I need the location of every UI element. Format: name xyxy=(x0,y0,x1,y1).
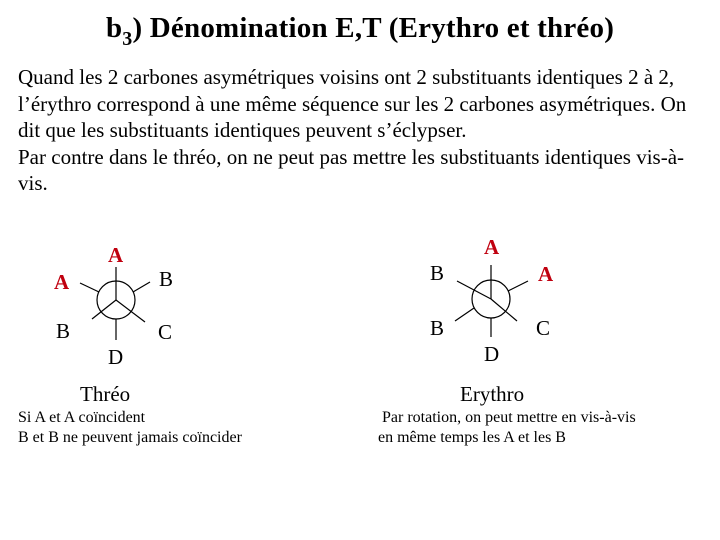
threo-label-back-bottom: D xyxy=(108,345,124,369)
erythro-label-back-bottom: D xyxy=(484,342,500,366)
newman-projection-threo xyxy=(40,235,210,370)
back-bond-upper-right xyxy=(133,282,150,292)
back-bond-upper-right xyxy=(508,281,528,291)
threo-label-back-upper-right: B xyxy=(159,267,174,291)
threo-label-front-lower-right: C xyxy=(158,320,173,344)
erythro-label-back-lower-left: B xyxy=(430,316,445,340)
caption-erythro: Erythro xyxy=(460,382,525,406)
note-erythro-line-1: Par rotation, on peut mettre en vis-à-vis xyxy=(382,409,636,426)
newman-threo-drawing xyxy=(40,235,210,370)
threo-label-front-top: A xyxy=(108,243,124,267)
front-bond-upper-left xyxy=(457,281,491,299)
front-bond-lower-left xyxy=(92,300,116,319)
paragraph-threo-definition: Par contre dans le thréo, on ne peut pas mettre les substituants identiques vis-à-vis. xyxy=(18,144,685,195)
erythro-label-front-upper-left: B xyxy=(430,261,445,285)
note-erythro-line-2: en même temps les A et les B xyxy=(378,429,566,446)
page-title xyxy=(0,12,720,50)
back-bond-lower-left xyxy=(455,308,474,321)
title-rest: ) Dénomination E,T (Erythro et thréo) xyxy=(132,12,615,44)
newman-projection-erythro xyxy=(420,235,570,370)
paragraph-erythro-definition: Quand les 2 carbones asymétriques voisins ont 2 substituants identiques 2 à 2, l’érythro correspond à une même séquence sur les 2 carbones asymétriques. On dit que les substituants identiques peuvent s’éclypser. xyxy=(18,65,687,142)
title-prefix: b xyxy=(105,12,123,44)
erythro-label-front-top: A xyxy=(484,235,500,259)
note-threo xyxy=(18,408,242,448)
explanation-text xyxy=(18,64,708,197)
threo-label-front-lower-left: B xyxy=(56,319,71,343)
caption-threo: Thréo xyxy=(80,382,131,406)
erythro-label-front-lower-right: C xyxy=(536,316,551,340)
note-threo-line-1: Si A et A coïncident xyxy=(18,409,146,426)
title-subscript: 3 xyxy=(122,28,133,50)
note-erythro xyxy=(378,408,636,448)
back-bond-left xyxy=(80,283,99,292)
erythro-label-back-upper-right: A xyxy=(538,262,554,286)
threo-label-back-left: A xyxy=(54,270,70,294)
note-threo-line-2: B et B ne peuvent jamais coïncider xyxy=(18,429,242,446)
